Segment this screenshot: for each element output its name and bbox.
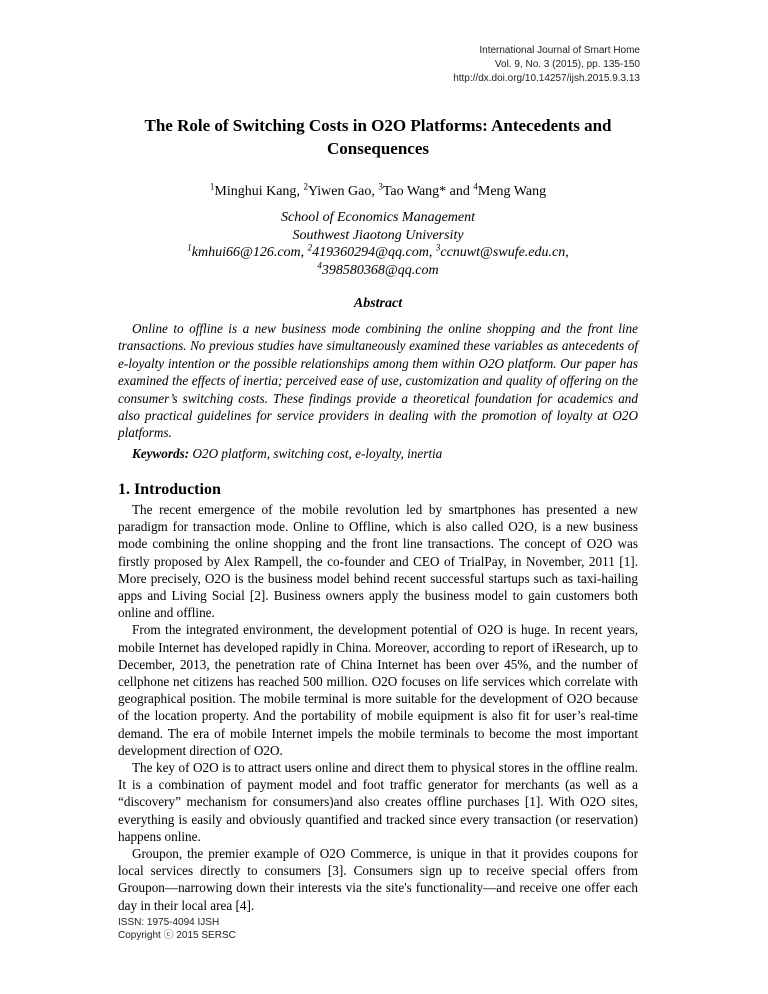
- email-3-sup: 3: [435, 242, 441, 253]
- footer-issn: ISSN: 1975-4094 IJSH: [118, 917, 220, 928]
- intro-paragraph-1: The recent emergence of the mobile revolution led by smartphones has presented a new paradigm for transaction mode. Online to Offline, which is also called O2O, is a new business mode combining the online shopping and the front line transactions. The concept of O2O was firstly proposed by Alex Rampell, the co-founder and CEO of TrialPay, in November, 2011 [1]. More precisely, O2O is the business model behind recent successful startups such as taxi-hailing apps and Living Social [2]. Business owners apply the business model to gain customers both online and offline.: [118, 502, 638, 621]
- journal-volume: Vol. 9, No. 3 (2015), pp. 135-150: [494, 59, 640, 70]
- journal-name: International Journal of Smart Home: [479, 45, 640, 56]
- affiliation-emails: [118, 244, 638, 262]
- affiliation-block: [118, 209, 638, 279]
- email-1-sup: 1: [187, 242, 192, 253]
- journal-doi: http://dx.doi.org/10.14257/ijsh.2015.9.3.13: [453, 73, 640, 84]
- keywords-text: O2O platform, switching cost, e-loyalty, inertia: [192, 446, 443, 461]
- author-list: [118, 183, 638, 201]
- keywords-label: Keywords:: [132, 446, 190, 461]
- author-2-sup: 2: [303, 181, 308, 192]
- email-2: 419360294@qq.com: [312, 245, 429, 260]
- abstract-text: Online to offline is a new business mode combining the online shopping and the front line transactions. No previous studies have simultaneously examined these variables as antecedents of e-loyalty intention or the possible relationships among them within O2O platform. Our paper has examined the effects of inertia; perceived ease of use, customization and quality of offering on the consumer’s switching costs. These findings provide a theoretical foundation for academics and also practical guidelines for service providers in dealing with the promotion of loyalty at O2O platforms.: [118, 321, 638, 441]
- introduction-body: [118, 501, 638, 914]
- intro-paragraph-3: The key of O2O is to attract users online and direct them to physical stores in the offline realm. It is a combination of payment model and foot traffic generator for merchants (as well as a “discovery” mechanism for consumers)and also creates offline purchases [1]. With O2O sites, everything is easily and obviously quantified and tracked since every transaction (or reservation) happens online.: [118, 760, 638, 844]
- author-1-sep: ,: [296, 184, 304, 199]
- author-2-name: Yiwen Gao: [307, 184, 372, 199]
- intro-paragraph-4: Groupon, the premier example of O2O Commerce, is unique in that it provides coupons for local services directly to consumers [3]. Consumers sign up to receive special offers from Groupon—narrowing down their interests via the site's functionality—and receive one offer each day in their local area [4].: [118, 846, 638, 913]
- intro-paragraph-2: From the integrated environment, the development potential of O2O is huge. In recent years, mobile Internet has developed rapidly in China. Moreover, according to report of iResearch, up to December, 2013, the penetration rate of China Internet has been over 45%, and the number of cellphone net citizens has reached 500 million. O2O focuses on life services which correlate with geographical position. The mobile terminal is more suitable for the development of O2O because of the location property. And the portability of mobile equipment is also fit for user’s real-time demand. The era of mobile Internet impels the mobile terminals to become the most important development direction of O2O.: [118, 622, 638, 758]
- author-2-sep: ,: [371, 184, 379, 199]
- paper-title: The Role of Switching Costs in O2O Platforms: Antecedents and Consequences: [144, 116, 612, 158]
- email-1: kmhui66@126.com: [191, 245, 301, 260]
- email-2-sup: 2: [307, 242, 313, 253]
- abstract-heading: Abstract: [353, 296, 403, 311]
- affiliation-university: Southwest Jiaotong University: [292, 227, 464, 243]
- email-4-sup: 4: [317, 259, 322, 270]
- journal-header: [453, 44, 640, 86]
- email-3: ccnuwt@swufe.edu.cn,: [440, 245, 569, 260]
- author-4-name: Meng Wang: [477, 184, 547, 199]
- affiliation-email-4-line: [118, 259, 638, 280]
- author-1-sup: 1: [209, 181, 215, 192]
- author-4-sup: 4: [473, 181, 478, 192]
- author-3-sep: and: [446, 184, 474, 199]
- author-1-name: Minghui Kang: [214, 184, 297, 199]
- author-3-sup: 3: [378, 181, 383, 192]
- email-1-sep: ,: [300, 245, 308, 260]
- author-3-name: Tao Wang*: [382, 184, 447, 199]
- affiliation-school: School of Economics Management: [280, 210, 475, 225]
- page-footer: [118, 916, 236, 942]
- section-heading-introduction: 1. Introduction: [118, 481, 221, 498]
- email-4: 398580368@qq.com: [321, 262, 439, 278]
- footer-copyright: Copyright ⓒ 2015 SERSC: [118, 930, 236, 941]
- keywords-line: [132, 445, 642, 463]
- email-2-sep: ,: [428, 245, 436, 260]
